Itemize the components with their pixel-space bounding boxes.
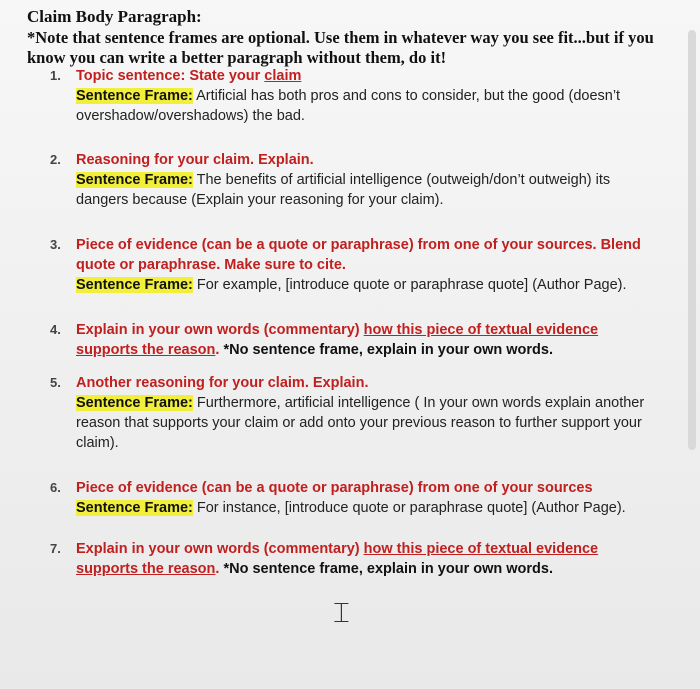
list-item-2 xyxy=(50,150,660,210)
sentence-frame-text: For example, [introduce quote or paraphrase quote] (Author Page). xyxy=(196,277,627,293)
sentence-frame-text: Artificial has both pros and cons to consider, but the good (doesn’t overshadow/overshadows) the bad. xyxy=(76,88,621,124)
sentence-frame-label: Sentence Frame: xyxy=(76,277,193,293)
list-item-5 xyxy=(50,373,660,453)
item-instruction: *No sentence frame, explain in your own words. xyxy=(223,342,554,358)
item-number: 2. xyxy=(50,152,61,167)
item-title: Explain in your own words (commentary) xyxy=(76,541,364,557)
sentence-frame-text: For instance, [introduce quote or paraphrase quote] (Author Page). xyxy=(196,500,626,516)
sentence-frame-text: The benefits of artificial intelligence (outweigh/don’t outweigh) its dangers because (Explain your reasoning for your claim). xyxy=(76,172,611,208)
sentence-frame-label: Sentence Frame: xyxy=(76,88,193,104)
item-number: 4. xyxy=(50,322,61,337)
item-title: Another reasoning for your claim. Explain. xyxy=(76,375,369,391)
item-title: Topic sentence: State your xyxy=(76,68,265,84)
item-title: Piece of evidence (can be a quote or paraphrase) from one of your sources xyxy=(76,480,593,496)
list-item-3 xyxy=(50,235,660,295)
item-title: Reasoning for your claim. Explain. xyxy=(76,152,314,168)
item-title-period: . xyxy=(215,342,224,358)
sentence-frame-label: Sentence Frame: xyxy=(76,500,193,516)
item-number: 1. xyxy=(50,68,61,83)
item-number: 3. xyxy=(50,237,61,252)
item-instruction: *No sentence frame, explain in your own words. xyxy=(223,561,554,577)
list-item-6 xyxy=(50,478,660,518)
sentence-frame-text: Furthermore, artificial intelligence ( In your own words explain another reason that supports your claim or add onto your previous reason to further support your claim). xyxy=(76,395,645,451)
item-number: 6. xyxy=(50,480,61,495)
sentence-frame-label: Sentence Frame: xyxy=(76,395,193,411)
item-number: 7. xyxy=(50,541,61,556)
text-cursor-icon: ⌶ xyxy=(333,596,350,629)
page-title: Claim Body Paragraph: xyxy=(27,7,202,26)
item-title: Piece of evidence (can be a quote or paraphrase) from one of your sources. Blend quote or paraphrase. Make sure to cite. xyxy=(76,237,641,273)
list-item-1 xyxy=(50,66,660,126)
item-title-underlined: claim xyxy=(264,68,302,84)
instruction-note: *Note that sentence frames are optional. Use them in whatever way you see fit...but if you know you can write a better paragraph without them, do it! xyxy=(27,28,654,67)
item-title: Explain in your own words (commentary) xyxy=(76,322,364,338)
list-item-4 xyxy=(50,320,660,360)
item-number: 5. xyxy=(50,375,61,390)
item-title-period: . xyxy=(215,561,224,577)
item-title-underlined: how this piece of textual evidence supports the reason xyxy=(76,322,599,358)
scrollbar[interactable] xyxy=(688,30,696,450)
sentence-frame-label: Sentence Frame: xyxy=(76,172,193,188)
item-title-underlined: how this piece of textual evidence supports the reason xyxy=(76,541,599,577)
list-item-7 xyxy=(50,539,660,579)
